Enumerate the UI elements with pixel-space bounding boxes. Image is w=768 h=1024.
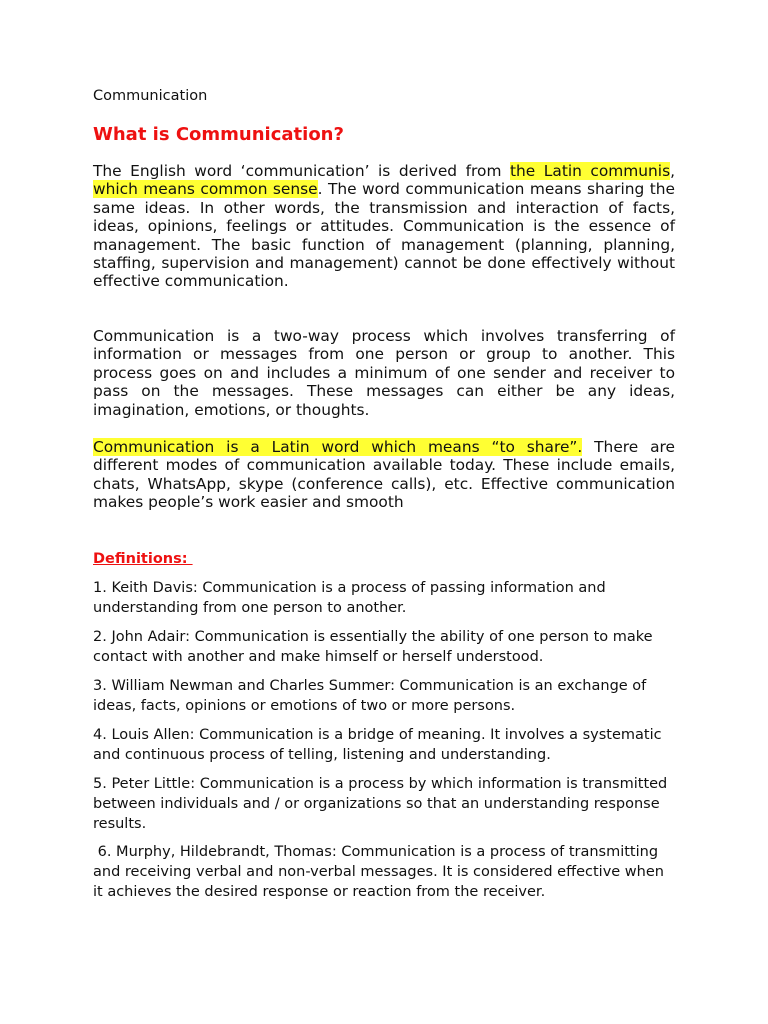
definition-louis-allen: 4. Louis Allen: Communication is a bridge of meaning. It involves a systematic and continuous process of telling, listening and understanding. — [93, 727, 667, 763]
highlight-to-share: Communication is a Latin word which means “to share”. — [93, 438, 583, 456]
paragraph-latin-share — [93, 438, 675, 512]
definitions-heading: Definitions: — [93, 551, 193, 567]
document-label: Communication — [93, 88, 208, 104]
definition-newman-summer: 3. William Newman and Charles Summer: Communication is an exchange of ideas, facts, opinions or emotions of two or more persons. — [93, 678, 651, 714]
paragraph-two-way-process: Communication is a two-way process which involves transferring of information or messages from one person or group to another. This process goes on and includes a minimum of one sender and receiver to pass on the messages. These messages can either be any ideas, imagination, emotions, or thoughts. — [93, 327, 675, 419]
page-title: What is Communication? — [93, 124, 344, 145]
definition-murphy-hildebrandt-thomas: 6. Murphy, Hildebrandt, Thomas: Communication is a process of transmitting and receiving verbal and non-verbal messages. It is considered effective when it achieves the desired response or reaction from the receiver. — [93, 844, 669, 900]
highlight-common-sense: which means common sense — [93, 180, 318, 199]
paragraph-derivation-intro: The English word ‘communication’ is derived from — [93, 162, 510, 180]
paragraph-derivation — [93, 162, 675, 291]
highlight-latin-communis: the Latin communis — [510, 162, 671, 180]
paragraph-derivation-rest: . The word communication means sharing the same ideas. In other words, the transmission and interaction of facts, ideas, opinions, feelings or attitudes. Communication is the essence of management. The basic function of management (planning, planning, staffing, supervision and management) cannot be done effectively without effective communication. — [93, 180, 675, 291]
paragraph-derivation-separator: , — [670, 162, 676, 180]
definition-keith-davis: 1. Keith Davis: Communication is a process of passing information and understanding from one person to another. — [93, 580, 611, 616]
definition-john-adair: 2. John Adair: Communication is essentially the ability of one person to make contact with another and make himself or herself understood. — [93, 629, 658, 665]
definition-peter-little: 5. Peter Little: Communication is a process by which information is transmitted between individuals and / or organizations so that an understanding response results. — [93, 776, 672, 832]
paragraph-latin-share-rest: There are different modes of communication available today. These include emails, chats, WhatsApp, skype (conference calls), etc. Effective communication makes people’s work easier and smooth — [93, 438, 675, 512]
